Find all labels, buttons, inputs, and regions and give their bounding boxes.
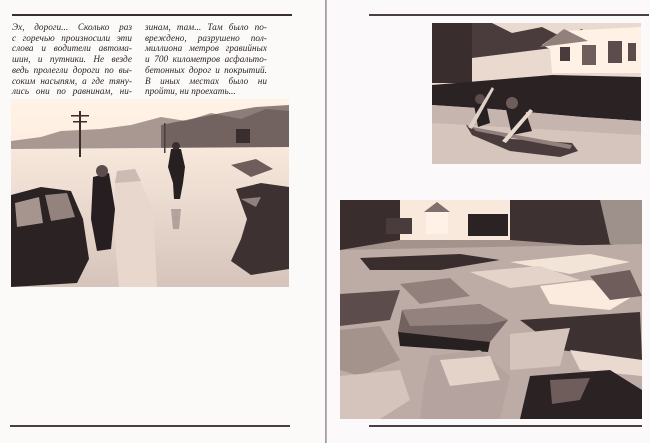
text-line: В иных местах было ни <box>145 75 267 86</box>
top-rule <box>12 14 292 16</box>
text-line: соким насыпям, а где тяну- <box>12 75 132 86</box>
text-column-2 <box>145 22 267 97</box>
text-line: и 700 километров асфальто- <box>145 54 267 65</box>
text-line: слова и водители автома- <box>12 43 132 54</box>
bottom-rule <box>10 425 290 427</box>
text-line: бетонных дорог и покрытий. <box>145 64 267 75</box>
text-line: миллиона метров гравийных <box>145 43 267 54</box>
flooded-road-image <box>11 99 289 287</box>
text-line: ведь пролегли дороги по вы- <box>12 64 132 75</box>
top-rule <box>369 14 649 16</box>
broken-asphalt-road-photo <box>340 200 642 419</box>
text-line: зинам, там... Там было по- <box>145 22 267 32</box>
broken-asphalt-image <box>340 200 642 419</box>
boat-image <box>432 23 641 164</box>
bottom-rule <box>369 425 642 427</box>
text-line: с горечью произносили эти <box>12 32 132 43</box>
text-line: шин, и путники. Не везде <box>12 54 132 65</box>
text-column-1 <box>12 22 132 97</box>
text-line: Эх, дороги... Сколько раз <box>12 22 132 32</box>
text-line: пройти, ни проехать... <box>145 86 236 97</box>
text-line: вреждено, разрушено пол- <box>145 32 267 43</box>
boat-on-flooded-street-photo <box>432 23 641 164</box>
text-line: лись они по равнинам, ни- <box>12 86 132 97</box>
flooded-road-photo <box>11 99 289 287</box>
